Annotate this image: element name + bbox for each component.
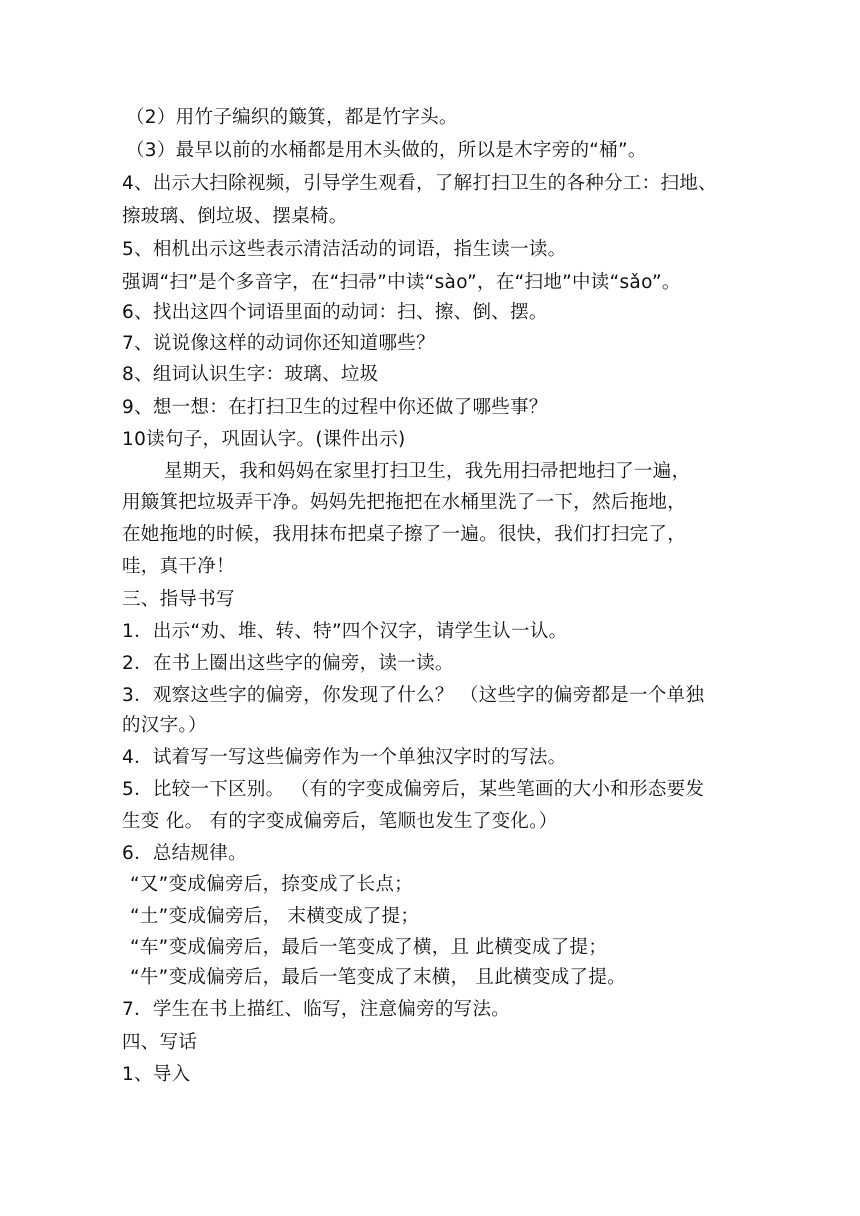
text-line: 3．观察这些字的偏旁，你发现了什么？ （这些字的偏旁都是一个单独 (122, 685, 705, 706)
paragraph-line: 星期天，我和妈妈在家里打扫卫生，我先用扫帚把地扫了一遍， (164, 461, 691, 482)
text-line: （3）最早以前的水桶都是用木头做的，所以是木字旁的“桶”。 (126, 140, 647, 161)
text-line: 6．总结规律。 (122, 843, 247, 864)
text-line: 擦玻璃、倒垃圾、摆桌椅。 (122, 206, 348, 227)
text-line: 4、出示大扫除视频，引导学生观看，了解打扫卫生的各种分工：扫地、 (122, 173, 717, 194)
rule-line: “车”变成偏旁后，最后一笔变成了横，且 此横变成了提； (130, 937, 608, 958)
text-line: 9、想一想：在打扫卫生的过程中你还做了哪些事？ (122, 397, 548, 418)
rule-line: “土”变成偏旁后， 末横变成了提； (130, 906, 420, 927)
paragraph-line: 哇，真干净！ (122, 556, 235, 577)
text-line: 强调“扫”是个多音字，在“扫帚”中读“sào”，在“扫地”中读“sǎo”。 (122, 272, 681, 293)
section-heading: 三、指导书写 (122, 589, 235, 610)
text-line: 1．出示“劝、堆、转、特”四个汉字，请学生认一认。 (122, 621, 568, 642)
text-line: 2．在书上圈出这些字的偏旁，读一读。 (122, 653, 454, 674)
paragraph-line: 用簸箕把垃圾弄干净。妈妈先把拖把在水桶里洗了一下，然后拖地， (122, 492, 687, 513)
text-line: 6、找出这四个词语里面的动词：扫、擦、倒、摆。 (122, 302, 548, 323)
text-line: 5．比较一下区别。 （有的字变成偏旁后，某些笔画的大小和形态要发 (122, 779, 705, 800)
text-line: 5、相机出示这些表示清洁活动的词语，指生读一读。 (122, 239, 567, 260)
rule-line: “牛”变成偏旁后，最后一笔变成了末横， 且此横变成了提。 (130, 967, 626, 988)
text-line: 1、导入 (122, 1064, 191, 1085)
text-line: 的汉字。） (122, 715, 207, 736)
text-line: （2）用竹子编织的簸箕，都是竹字头。 (126, 107, 458, 128)
text-line: 8、组词认识生字：玻璃、垃圾 (122, 364, 379, 385)
text-line: 4．试着写一写这些偏旁作为一个单独汉字时的写法。 (122, 747, 567, 768)
text-line: 10读句子，巩固认字。(课件出示) (122, 429, 406, 450)
rule-line: “又”变成偏旁后，捺变成了长点； (130, 874, 413, 895)
section-heading: 四、写话 (122, 1032, 198, 1053)
text-line: 生变 化。 有的字变成偏旁后，笔顺也发生了变化。） (122, 811, 558, 832)
paragraph-line: 在她拖地的时候，我用抹布把桌子擦了一遍。很快，我们打扫完了， (122, 524, 687, 545)
text-line: 7．学生在书上描红、临写，注意偏旁的写法。 (122, 999, 511, 1020)
text-line: 7、说说像这样的动词你还知道哪些？ (122, 333, 435, 354)
